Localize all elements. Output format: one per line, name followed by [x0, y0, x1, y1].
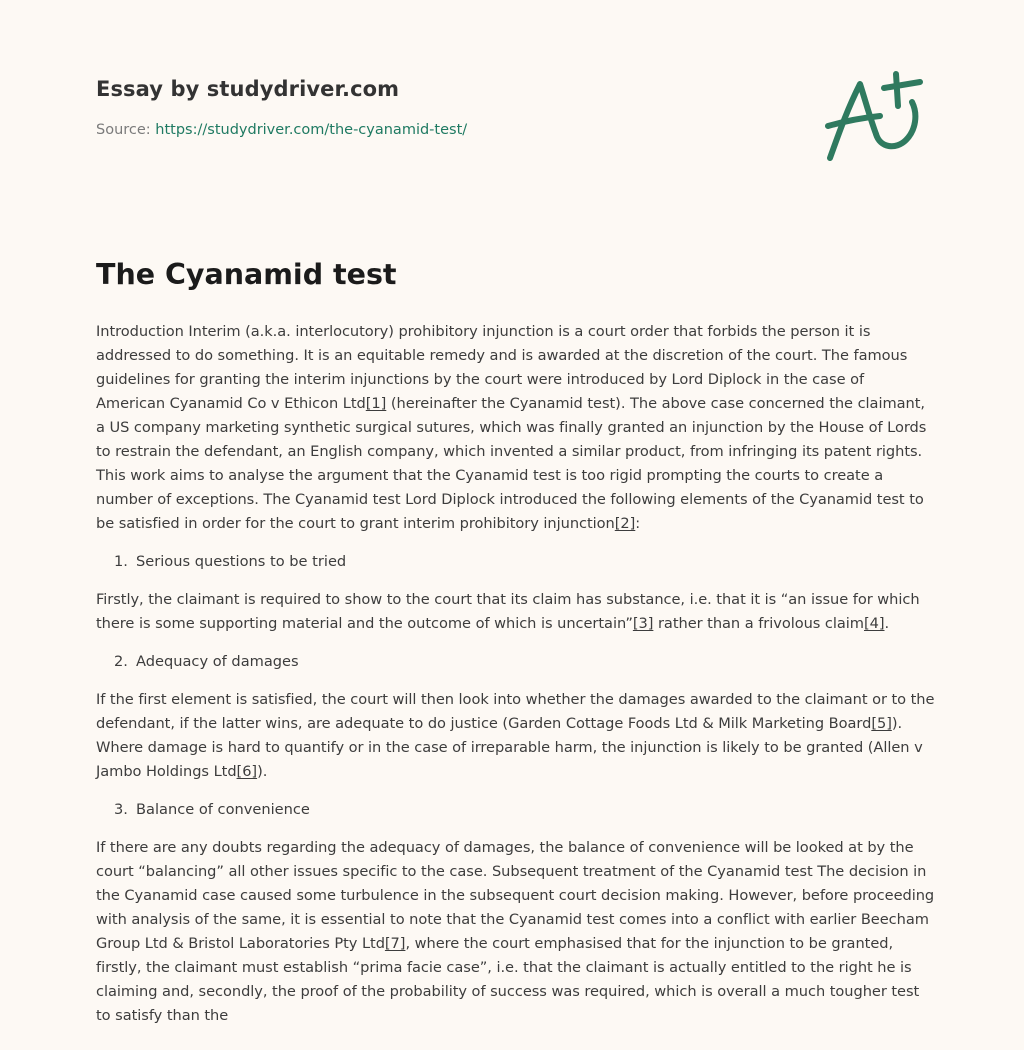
footnote-link-5[interactable]: [5] — [871, 715, 892, 732]
paragraph-balance-of-convenience — [96, 836, 936, 1028]
a-plus-grade-icon — [820, 66, 930, 166]
list-item-label: Adequacy of damages — [136, 653, 299, 670]
footnote-link-1[interactable]: [1] — [365, 395, 387, 412]
source-link[interactable]: https://studydriver.com/the-cyanamid-test/ — [155, 122, 468, 138]
article-title: The Cyanamid test — [96, 258, 397, 291]
list-item-serious-questions — [96, 550, 936, 574]
footnote-link-6[interactable]: [6] — [236, 763, 258, 780]
site-title: Essay by studydriver.com — [96, 77, 400, 101]
element-list-1 — [96, 550, 936, 574]
source-line — [96, 119, 796, 141]
paragraph-introduction — [96, 320, 936, 536]
paragraph-text: (hereinafter the Cyanamid test). The above case concerned the claimant, a US company marketing synthetic surgical sutures, which was finally granted an injunction by the House of Lords to restrain the defendant, an English company, which invented a similar product, from infringing its patent rights. This work aims to analyse the argument that the Cyanamid test is too rigid prompting the courts to create a number of exceptions. The Cyanamid test Lord Diplock introduced the following elements of the Cyanamid test to be satisfied in order for the court to grant interim prohibitory injunction — [96, 395, 927, 532]
list-number: 1. — [114, 553, 128, 570]
list-item-label: Serious questions to be tried — [136, 553, 347, 570]
paragraph-text: ). — [257, 763, 268, 780]
list-item-label: Balance of convenience — [136, 801, 310, 818]
list-number: 3. — [114, 801, 128, 818]
paragraph-text: If there are any doubts regarding the adequacy of damages, the balance of convenience will be looked at by the court “balancing” all other issues specific to the case. Subsequent treatment of the Cyanamid test The decision in the Cyanamid case caused some turbulence in the subsequent court decision making. However, before proceeding with analysis of the same, it is essential to note that the Cyanamid test comes into a conflict with earlier Beecham Group Ltd & Bristol Laboratories Pty Ltd — [96, 839, 935, 952]
paragraph-text: ). Where damage is hard to quantify or in the case of irreparable harm, the injunction is likely to be granted (Allen v Jambo Holdings Ltd — [96, 715, 923, 780]
paragraph-text: Firstly, the claimant is required to show to the court that its claim has substance, i.e. that it is “an issue for which there is some supporting material and the outcome of which is uncertain” — [96, 591, 920, 632]
element-list-3 — [96, 798, 936, 822]
paragraph-serious-questions — [96, 588, 936, 636]
paragraph-text: Introduction Interim (a.k.a. interlocutory) prohibitory injunction is a court order that forbids the person it is addressed to do something. It is an equitable remedy and is awarded at the discretion of the court. The famous guidelines for granting the interim injunctions by the court were introduced by Lord Diplock in the case of American Cyanamid Co v Ethicon Ltd — [96, 323, 908, 412]
paragraph-text: : — [635, 515, 641, 532]
footnote-link-7[interactable]: [7] — [384, 935, 406, 952]
list-item-adequacy-of-damages — [96, 650, 936, 674]
list-number: 2. — [114, 653, 128, 670]
paragraph-text: , where the court emphasised that for the injunction to be granted, firstly, the claimant must establish “prima facie case”, i.e. that the claimant is actually entitled to the right he is claiming and, secondly, the proof of the probability of success was required, which is overall a much tougher test to satisfy than the — [96, 935, 920, 1024]
list-item-balance-of-convenience — [96, 798, 936, 822]
footnote-link-3[interactable]: [3] — [632, 615, 654, 632]
paragraph-text: . — [884, 615, 890, 632]
element-list-2 — [96, 650, 936, 674]
footnote-link-4[interactable]: [4] — [863, 615, 885, 632]
paragraph-text: If the first element is satisfied, the court will then look into whether the damages awarded to the claimant or to the defendant, if the latter wins, are adequate to do justice (Garden Cottage Foods Ltd & Milk Marketing Board — [96, 691, 935, 732]
paragraph-adequacy-of-damages — [96, 688, 936, 784]
page-header — [96, 72, 796, 141]
source-label: Source: — [96, 122, 151, 138]
article — [96, 252, 936, 1042]
paragraph-text: rather than a frivolous claim — [653, 615, 864, 632]
footnote-link-2[interactable]: [2] — [614, 515, 636, 532]
